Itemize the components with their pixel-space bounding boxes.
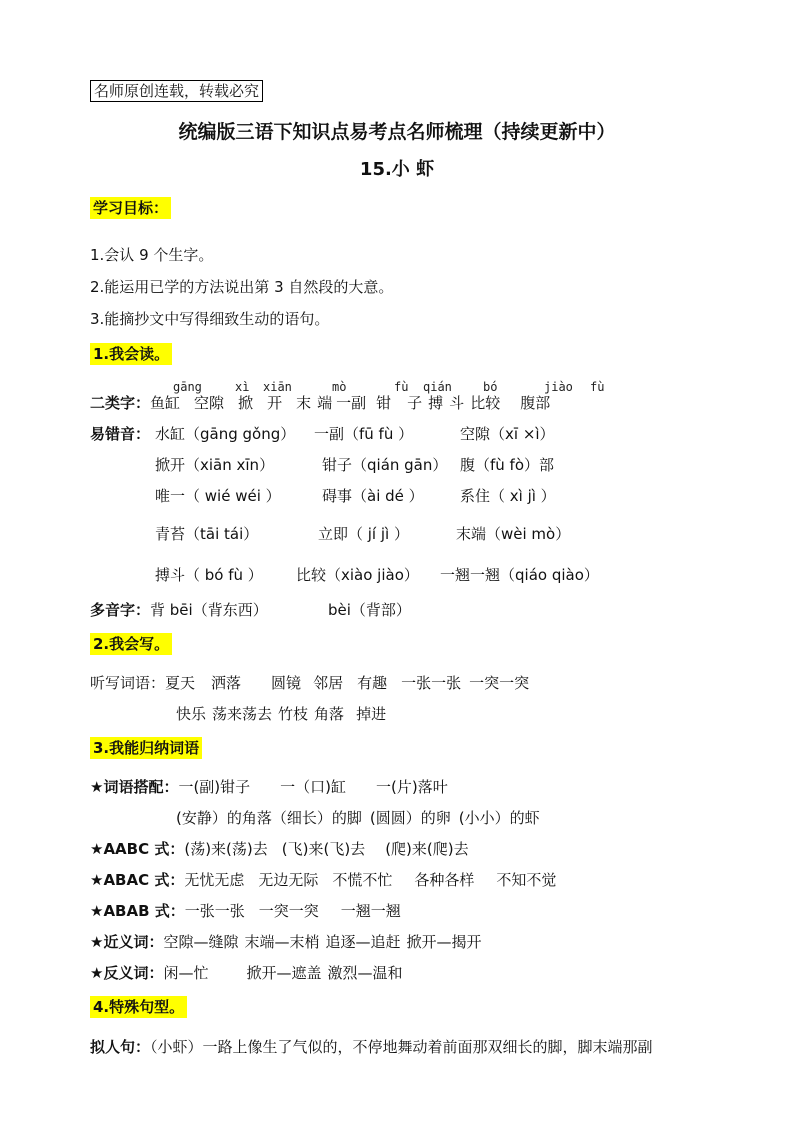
- yicuo-1-3: 空隙（xī ×ì）: [460, 425, 555, 443]
- yicuo-1-2: 一副（fū fù ）: [314, 425, 414, 443]
- goals-heading: 学习目标：: [90, 198, 171, 218]
- sentence-heading: 4.特殊句型。: [90, 997, 187, 1017]
- jinyi-row: ★近义词：空隙—缝隙 末端—末梢 追逐—追赶 掀开—揭开: [90, 933, 482, 951]
- erlei-pinyin-2: xì: [235, 380, 250, 394]
- erlei-pinyin-7: bó: [483, 380, 498, 394]
- duoyin-row: 多音字：背 bēi（背东西）: [90, 601, 268, 619]
- erlei-pinyin-1: gāng: [173, 380, 202, 394]
- erlei-pinyin-4: mò: [332, 380, 347, 394]
- write-row-2: 快乐 荡来荡去 竹枝 角落 掉进: [176, 705, 387, 723]
- yicuo-2-2: 钳子（qián gān）: [322, 456, 448, 474]
- read-heading: 1.我会读。: [90, 344, 172, 364]
- document-title: 统编版三语下知识点易考点名师梳理（持续更新中）: [178, 121, 616, 143]
- yicuo-3-1: 唯一（ wié wéi ）: [155, 487, 281, 505]
- write-heading: 2.我会写。: [90, 634, 172, 654]
- yicuo-2-3: 腹（fù fò）部: [460, 456, 555, 474]
- goal-3: 3.能摘抄文中写得细致生动的语句。: [90, 310, 330, 328]
- yicuo-3-3: 系住（ xì jì ）: [460, 487, 556, 505]
- goal-1: 1.会认 9 个生字。: [90, 246, 214, 264]
- abab-row: ★ABAB 式：一张一张 一突一突 一翘一翘: [90, 902, 401, 920]
- yicuo-3-2: 碍事（ài dé ）: [322, 487, 424, 505]
- yicuo-5-3: 一翘一翘（qiáo qiào）: [440, 566, 599, 584]
- duoyin-b: bèi（背部）: [328, 601, 411, 619]
- yicuo-5-1: 搏斗（ bó fù ）: [155, 566, 263, 584]
- erlei-pinyin-6: qián: [423, 380, 452, 394]
- write-row-1: 听写词语：夏天 洒落 圆镜 邻居 有趣 一张一张 一突一突: [90, 674, 530, 692]
- erlei-pinyin-3: xiān: [263, 380, 292, 394]
- fanyi-row: ★反义词：闲—忙 掀开—遮盖 激烈—温和: [90, 964, 403, 982]
- words-heading: 3.我能归纳词语: [90, 738, 202, 758]
- abac-row: ★ABAC 式：无忧无虑 无边无际 不慌不忙 各种各样 不知不觉: [90, 871, 557, 889]
- yicuo-1-1: 水缸（gāng gǒng）: [155, 425, 296, 443]
- aabc-row: ★AABC 式：(荡)来(荡)去 (飞)来(飞)去 (爬)来(爬)去: [90, 840, 469, 858]
- goal-2: 2.能运用已学的方法说出第 3 自然段的大意。: [90, 278, 394, 296]
- erlei-pinyin-5: fù: [394, 380, 409, 394]
- dapei-row-1: ★词语搭配：一(副)钳子 一（口)缸 一(片)落叶: [90, 778, 448, 796]
- yicuo-4-1: 青苔（tāi tái）: [155, 525, 259, 543]
- yicuo-label: 易错音：: [90, 425, 151, 443]
- erlei-pinyin-9: fù: [590, 380, 605, 394]
- dapei-row-2: (安静）的角落（细长）的脚 (圆圆）的卵 (小小）的虾: [176, 809, 540, 827]
- erlei-row: 二类字：鱼缸 空隙 掀 开 末 端 一副 钳 子 搏 斗 比较 腹部: [90, 394, 551, 412]
- sentence-row: 拟人句：（小虾）一路上像生了气似的，不停地舞动着前面那双细长的脚，脚末端那副: [90, 1038, 653, 1056]
- erlei-pinyin-8: jiào: [544, 380, 573, 394]
- copyright-notice: 名师原创连载，转载必究: [90, 80, 263, 102]
- yicuo-2-1: 掀开（xiān xīn）: [155, 456, 275, 474]
- lesson-title: 15.小 虾: [359, 159, 435, 180]
- yicuo-4-3: 末端（wèi mò）: [456, 525, 571, 543]
- yicuo-4-2: 立即（ jí jì ）: [318, 525, 409, 543]
- yicuo-5-2: 比较（xiào jiào）: [296, 566, 419, 584]
